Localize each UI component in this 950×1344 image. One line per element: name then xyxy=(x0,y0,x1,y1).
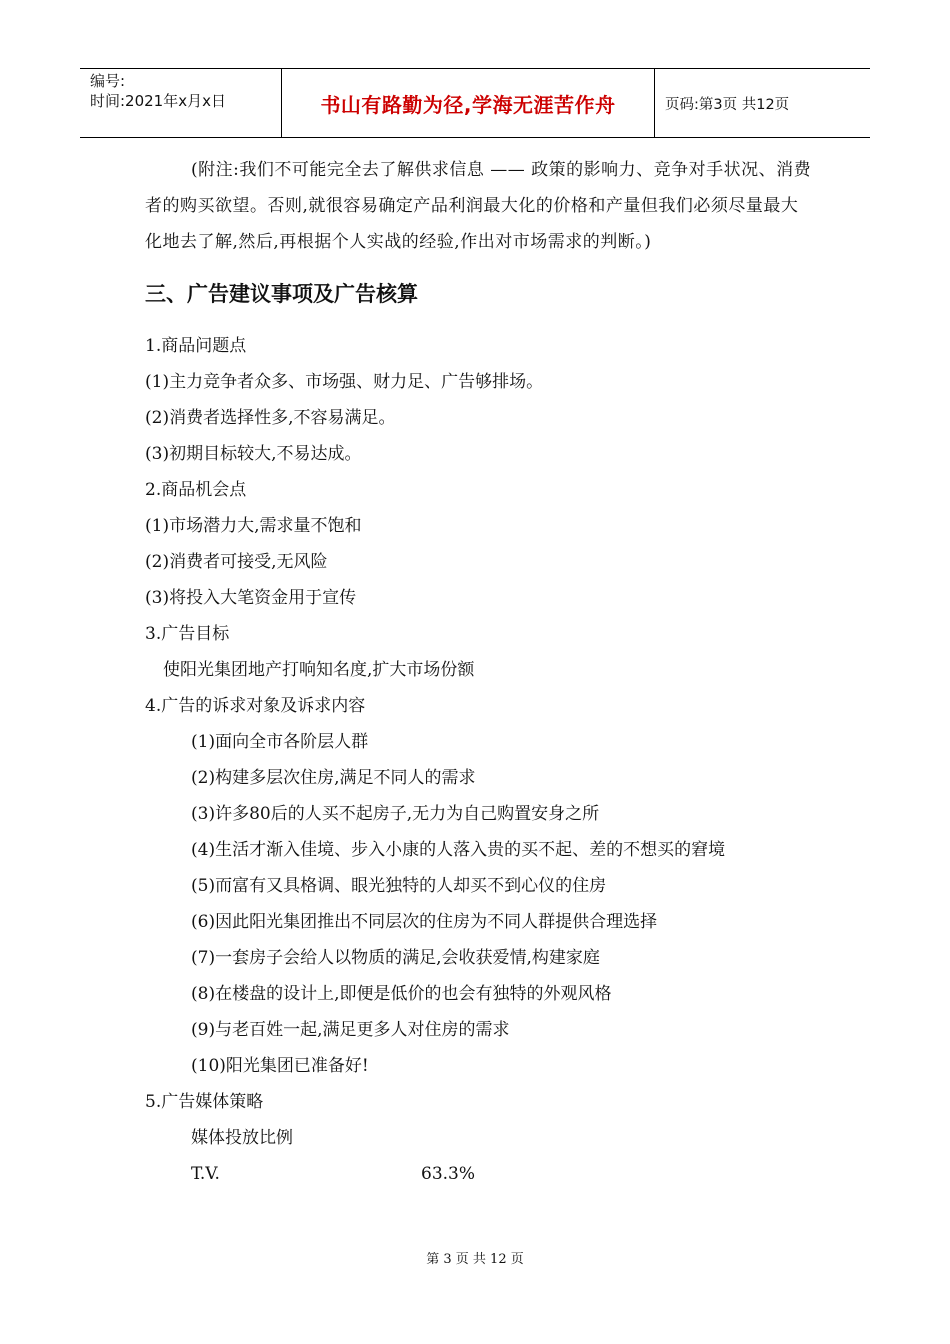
list-item: 使阳光集团地产打响知名度,扩大市场份额 xyxy=(163,660,475,680)
list-item: (3)许多80后的人买不起房子,无力为自己购置安身之所 xyxy=(191,804,600,824)
list-item: (3)初期目标较大,不易达成。 xyxy=(145,444,362,464)
note-paragraph: (附注:我们不可能完全去了解供求信息 —— 政策的影响力、竞争对手状况、消费者的购买欲望。否则,就很容易确定产品利润最大化的价格和产量但我们必须尽量最大化地去了解,然后,再根据个人实战的经验,作出对市场需求的判断。) xyxy=(145,160,812,252)
header-motto: 书山有路勤为径,学海无涯苦作舟 xyxy=(282,69,655,137)
list-item: 2.商品机会点 xyxy=(145,480,247,500)
header-page-info: 页码:第3页 共12页 xyxy=(665,96,790,113)
media-name: T.V. xyxy=(191,1164,220,1184)
list-item: (8)在楼盘的设计上,即便是低价的也会有独特的外观风格 xyxy=(191,984,612,1004)
list-item: (1)面向全市各阶层人群 xyxy=(191,732,369,752)
media-row xyxy=(145,1156,815,1192)
list-item: (1)市场潜力大,需求量不饱和 xyxy=(145,516,362,536)
list-item: (5)而富有又具格调、眼光独特的人却买不到心仪的住房 xyxy=(191,876,607,896)
list-item: (3)将投入大笔资金用于宣传 xyxy=(145,588,357,608)
list-item: (2)消费者可接受,无风险 xyxy=(145,552,328,572)
time-label: 时间:2021年x月x日 xyxy=(90,92,226,110)
list-item: 媒体投放比例 xyxy=(191,1128,293,1148)
list-item: (1)主力竞争者众多、市场强、财力足、广告够排场。 xyxy=(145,372,544,392)
header-meta xyxy=(80,69,282,137)
list-item: (2)消费者选择性多,不容易满足。 xyxy=(145,408,396,428)
list-item: (6)因此阳光集团推出不同层次的住房为不同人群提供合理选择 xyxy=(191,912,658,932)
list-item: (7)一套房子会给人以物质的满足,会收获爱情,构建家庭 xyxy=(191,948,600,968)
list-item: (4)生活才渐入佳境、步入小康的人落入贵的买不起、差的不想买的窘境 xyxy=(191,840,726,860)
media-value: 63.3% xyxy=(421,1164,476,1184)
list-item: 1.商品问题点 xyxy=(145,336,247,356)
section-title: 三、广告建议事项及广告核算 xyxy=(145,282,418,306)
list-item: (2)构建多层次住房,满足不同人的需求 xyxy=(191,768,476,788)
number-label: 编号: xyxy=(90,72,126,90)
document-body xyxy=(145,152,815,1192)
document-header xyxy=(80,68,870,138)
list-item: 3.广告目标 xyxy=(145,624,230,644)
list-item: (9)与老百姓一起,满足更多人对住房的需求 xyxy=(191,1020,510,1040)
list-item: 5.广告媒体策略 xyxy=(145,1092,264,1112)
list-item: (10)阳光集团已准备好! xyxy=(191,1056,369,1076)
page-footer: 第 3 页 共 12 页 xyxy=(426,1252,524,1267)
item-list xyxy=(145,328,815,1156)
list-item: 4.广告的诉求对象及诉求内容 xyxy=(145,696,366,716)
